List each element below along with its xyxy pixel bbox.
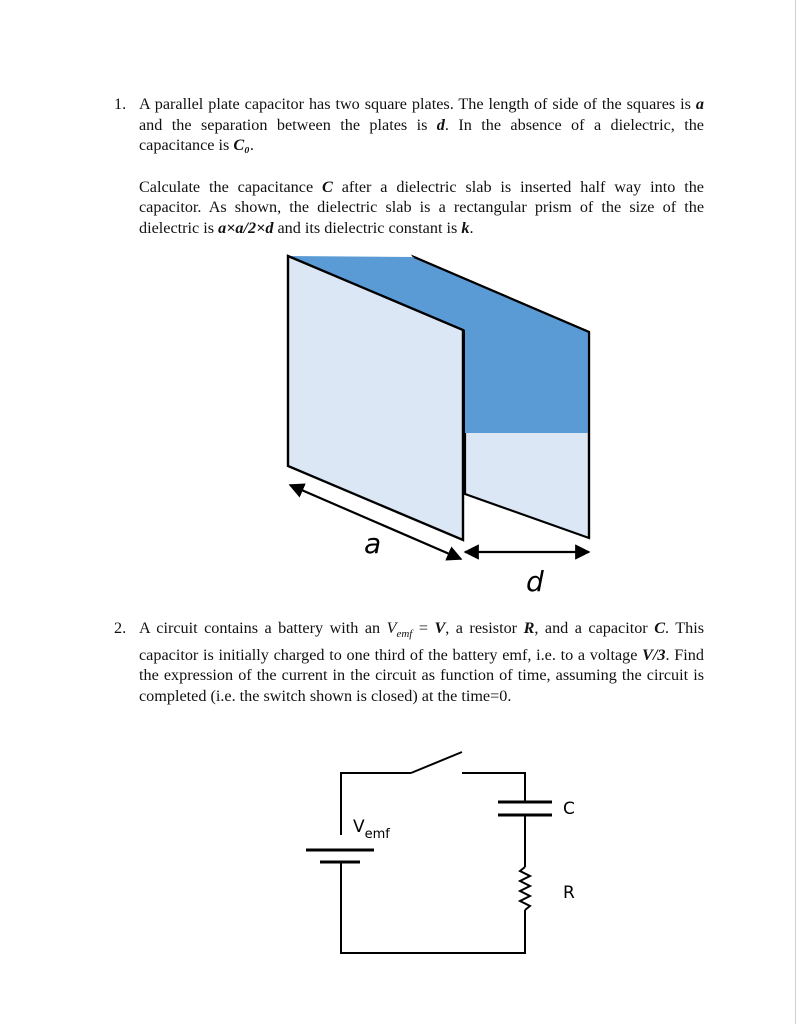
wire-top-left <box>341 773 411 835</box>
text-segment: . <box>469 218 474 237</box>
circuit-figure <box>0 740 796 980</box>
var-a: a <box>695 95 704 113</box>
var-c: C <box>322 177 333 196</box>
text-segment: A parallel plate capacitor has two square plates. The length of side of the squares is <box>139 95 696 113</box>
text-segment: and the separation between the plates is <box>139 115 437 134</box>
text-segment: , a resistor <box>445 619 524 637</box>
var-v3: V/3 <box>642 645 666 664</box>
resistor <box>520 867 530 910</box>
problem-2-text <box>139 618 704 707</box>
wire-bottom <box>341 862 525 953</box>
text-segment: after a dielectric slab is inserted half way into the capacitor. As shown, the dielectric slab is a rectangular prism of the size of the dielectric is <box>139 177 704 237</box>
var-k: k <box>461 218 470 237</box>
problem-2-number: 2. <box>114 619 127 637</box>
var-v: V <box>434 619 446 637</box>
switch <box>411 752 462 773</box>
text-segment: , and a capacitor <box>534 619 655 637</box>
text-segment: . Find the expression of the current in the circuit as function of time, assuming the circuit is completed (i.e. the switch shown is closed) at the time=0. <box>139 645 704 706</box>
var-r: R <box>523 619 535 637</box>
var-c: C <box>654 619 665 637</box>
wire-top-right <box>462 773 525 802</box>
vemf-sub: emf <box>396 628 413 641</box>
problem-2 <box>114 618 704 707</box>
text-segment: Calculate the capacitance <box>139 177 323 196</box>
problem-2-paragraph <box>139 618 704 707</box>
resistor-label: R <box>563 883 575 903</box>
problem-1-number: 1. <box>114 95 127 113</box>
text-segment: . In the absence of a dielectric, the capacitance is <box>139 115 704 155</box>
text-segment: . <box>249 136 254 155</box>
gap-label: d <box>526 565 544 598</box>
text-segment: . This capacitor is initially charged to one third of the battery emf, i.e. to a voltage <box>139 619 705 664</box>
text-segment: A circuit contains a battery with an <box>139 619 387 637</box>
var-vemf <box>386 619 413 641</box>
var-d: d <box>436 115 445 134</box>
battery-label-sub: emf <box>364 827 390 842</box>
var-c0: C₀ <box>233 136 250 155</box>
var-slab-size: a×a/2×d <box>218 218 274 237</box>
battery-label-main: V <box>353 817 365 837</box>
capacitor-label: C <box>563 799 575 819</box>
side-label: a <box>364 527 382 560</box>
battery-label <box>353 817 390 842</box>
text-segment: and its dielectric constant is <box>273 218 462 237</box>
text-segment: = <box>412 619 435 637</box>
vemf-main: V <box>386 619 397 637</box>
